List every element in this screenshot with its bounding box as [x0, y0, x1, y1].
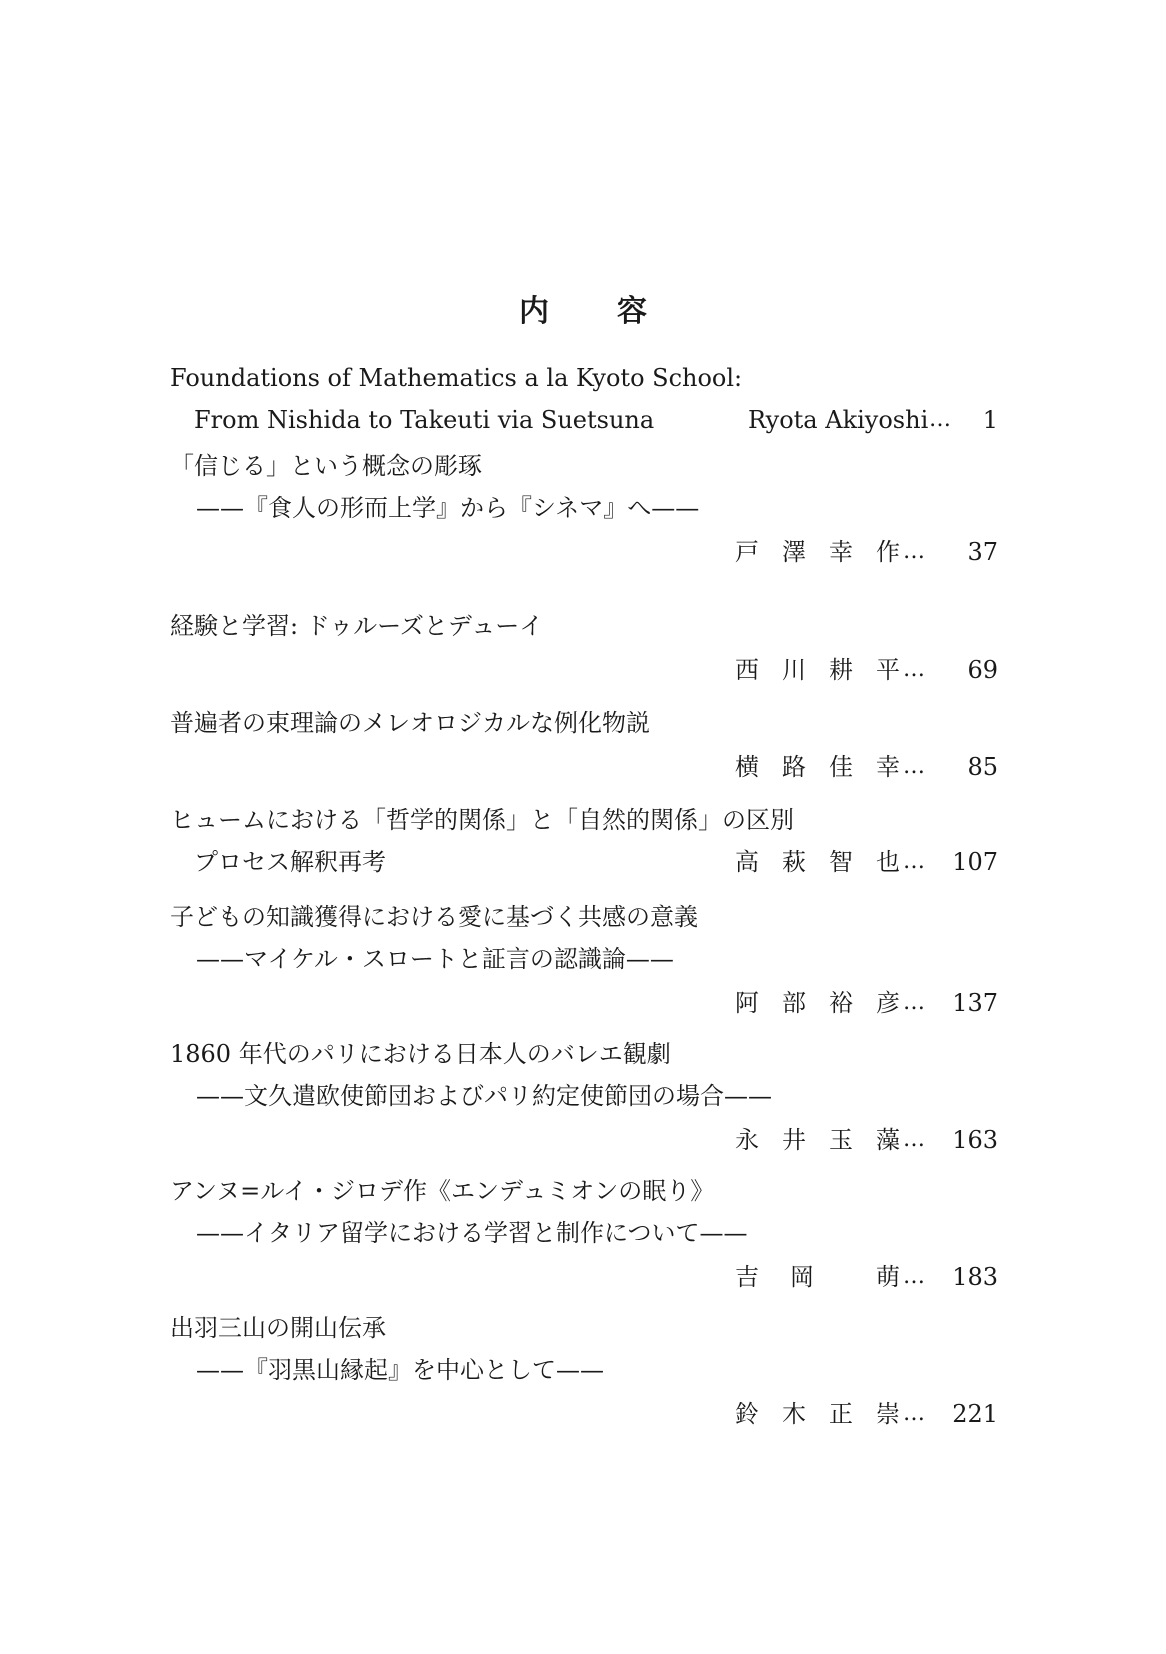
- entry-title-line: 1860 年代のパリにおける日本人のバレエ観劇: [170, 1040, 671, 1068]
- entry-subtitle-line: プロセス解釈再考: [194, 848, 386, 876]
- page-number[interactable]: 69: [967, 656, 998, 684]
- entry-title-line: 子どもの知識獲得における愛に基づく共感の意義: [170, 903, 698, 931]
- entry-title-line: Foundations of Mathematics a la Kyoto School:: [170, 364, 743, 392]
- leader-dots: …: [929, 407, 951, 432]
- toc-entry[interactable]: [170, 1170, 998, 1300]
- author-name: 横 路 佳 幸: [735, 753, 900, 781]
- entry-title-line: 経験と学習: ドゥルーズとデューイ: [170, 612, 544, 640]
- page-number[interactable]: 107: [952, 848, 998, 876]
- author-name: 吉 岡 萌: [735, 1263, 900, 1291]
- author-name: 永 井 玉 藻: [735, 1126, 900, 1154]
- leader-dots: …: [903, 1401, 925, 1426]
- leader-dots: …: [903, 990, 925, 1015]
- toc-entry[interactable]: [170, 799, 998, 883]
- entry-subtitle-line: ——イタリア留学における学習と制作について——: [196, 1219, 748, 1247]
- author-name: 高 萩 智 也: [735, 848, 900, 876]
- entry-title-line: 出羽三山の開山伝承: [170, 1314, 386, 1342]
- page-number[interactable]: 137: [952, 989, 998, 1017]
- leader-dots: …: [903, 849, 925, 874]
- entry-subtitle-line: ——『羽黒山縁起』を中心として——: [196, 1356, 604, 1384]
- leader-dots: …: [903, 657, 925, 682]
- page-number[interactable]: 85: [967, 753, 998, 781]
- toc-entry[interactable]: [170, 702, 998, 790]
- toc-entry[interactable]: [170, 1307, 998, 1437]
- entry-subtitle-line: ——『食人の形而上学』から『シネマ』へ——: [196, 494, 700, 522]
- author-name: 阿 部 裕 彦: [735, 989, 900, 1017]
- leader-dots: …: [903, 754, 925, 779]
- page-number[interactable]: 37: [967, 538, 998, 566]
- author-name: Ryota Akiyoshi: [748, 406, 929, 434]
- author-name: 戸 澤 幸 作: [735, 538, 900, 566]
- entry-subtitle-line: ——マイケル・スロートと証言の認識論——: [196, 945, 674, 973]
- toc-entry[interactable]: [170, 445, 998, 575]
- author-name: 鈴 木 正 崇: [735, 1400, 900, 1428]
- page-title: 内容: [519, 294, 715, 329]
- toc-entry[interactable]: [170, 357, 998, 441]
- author-name: 西 川 耕 平: [735, 656, 900, 684]
- page-number[interactable]: 163: [952, 1126, 998, 1154]
- entry-subtitle-line: From Nishida to Takeuti via Suetsuna: [194, 406, 655, 434]
- leader-dots: …: [903, 1264, 925, 1289]
- toc-entry[interactable]: [170, 1033, 998, 1163]
- toc-entry[interactable]: [170, 896, 998, 1026]
- entry-title-line: 「信じる」という概念の彫琢: [170, 452, 482, 480]
- leader-dots: …: [903, 1127, 925, 1152]
- toc-entry[interactable]: [170, 605, 998, 693]
- leader-dots: …: [903, 539, 925, 564]
- entry-title-line: アンヌ=ルイ・ジロデ作《エンデュミオンの眠り》: [170, 1177, 715, 1205]
- page-number[interactable]: 221: [952, 1400, 998, 1428]
- page-number[interactable]: 183: [952, 1263, 998, 1291]
- entry-subtitle-line: ——文久遣欧使節団およびパリ約定使節団の場合——: [196, 1082, 772, 1110]
- entry-title-line: ヒュームにおける「哲学的関係」と「自然的関係」の区別: [170, 806, 794, 834]
- entry-title-line: 普遍者の束理論のメレオロジカルな例化物説: [170, 709, 650, 737]
- page-number[interactable]: 1: [982, 406, 998, 434]
